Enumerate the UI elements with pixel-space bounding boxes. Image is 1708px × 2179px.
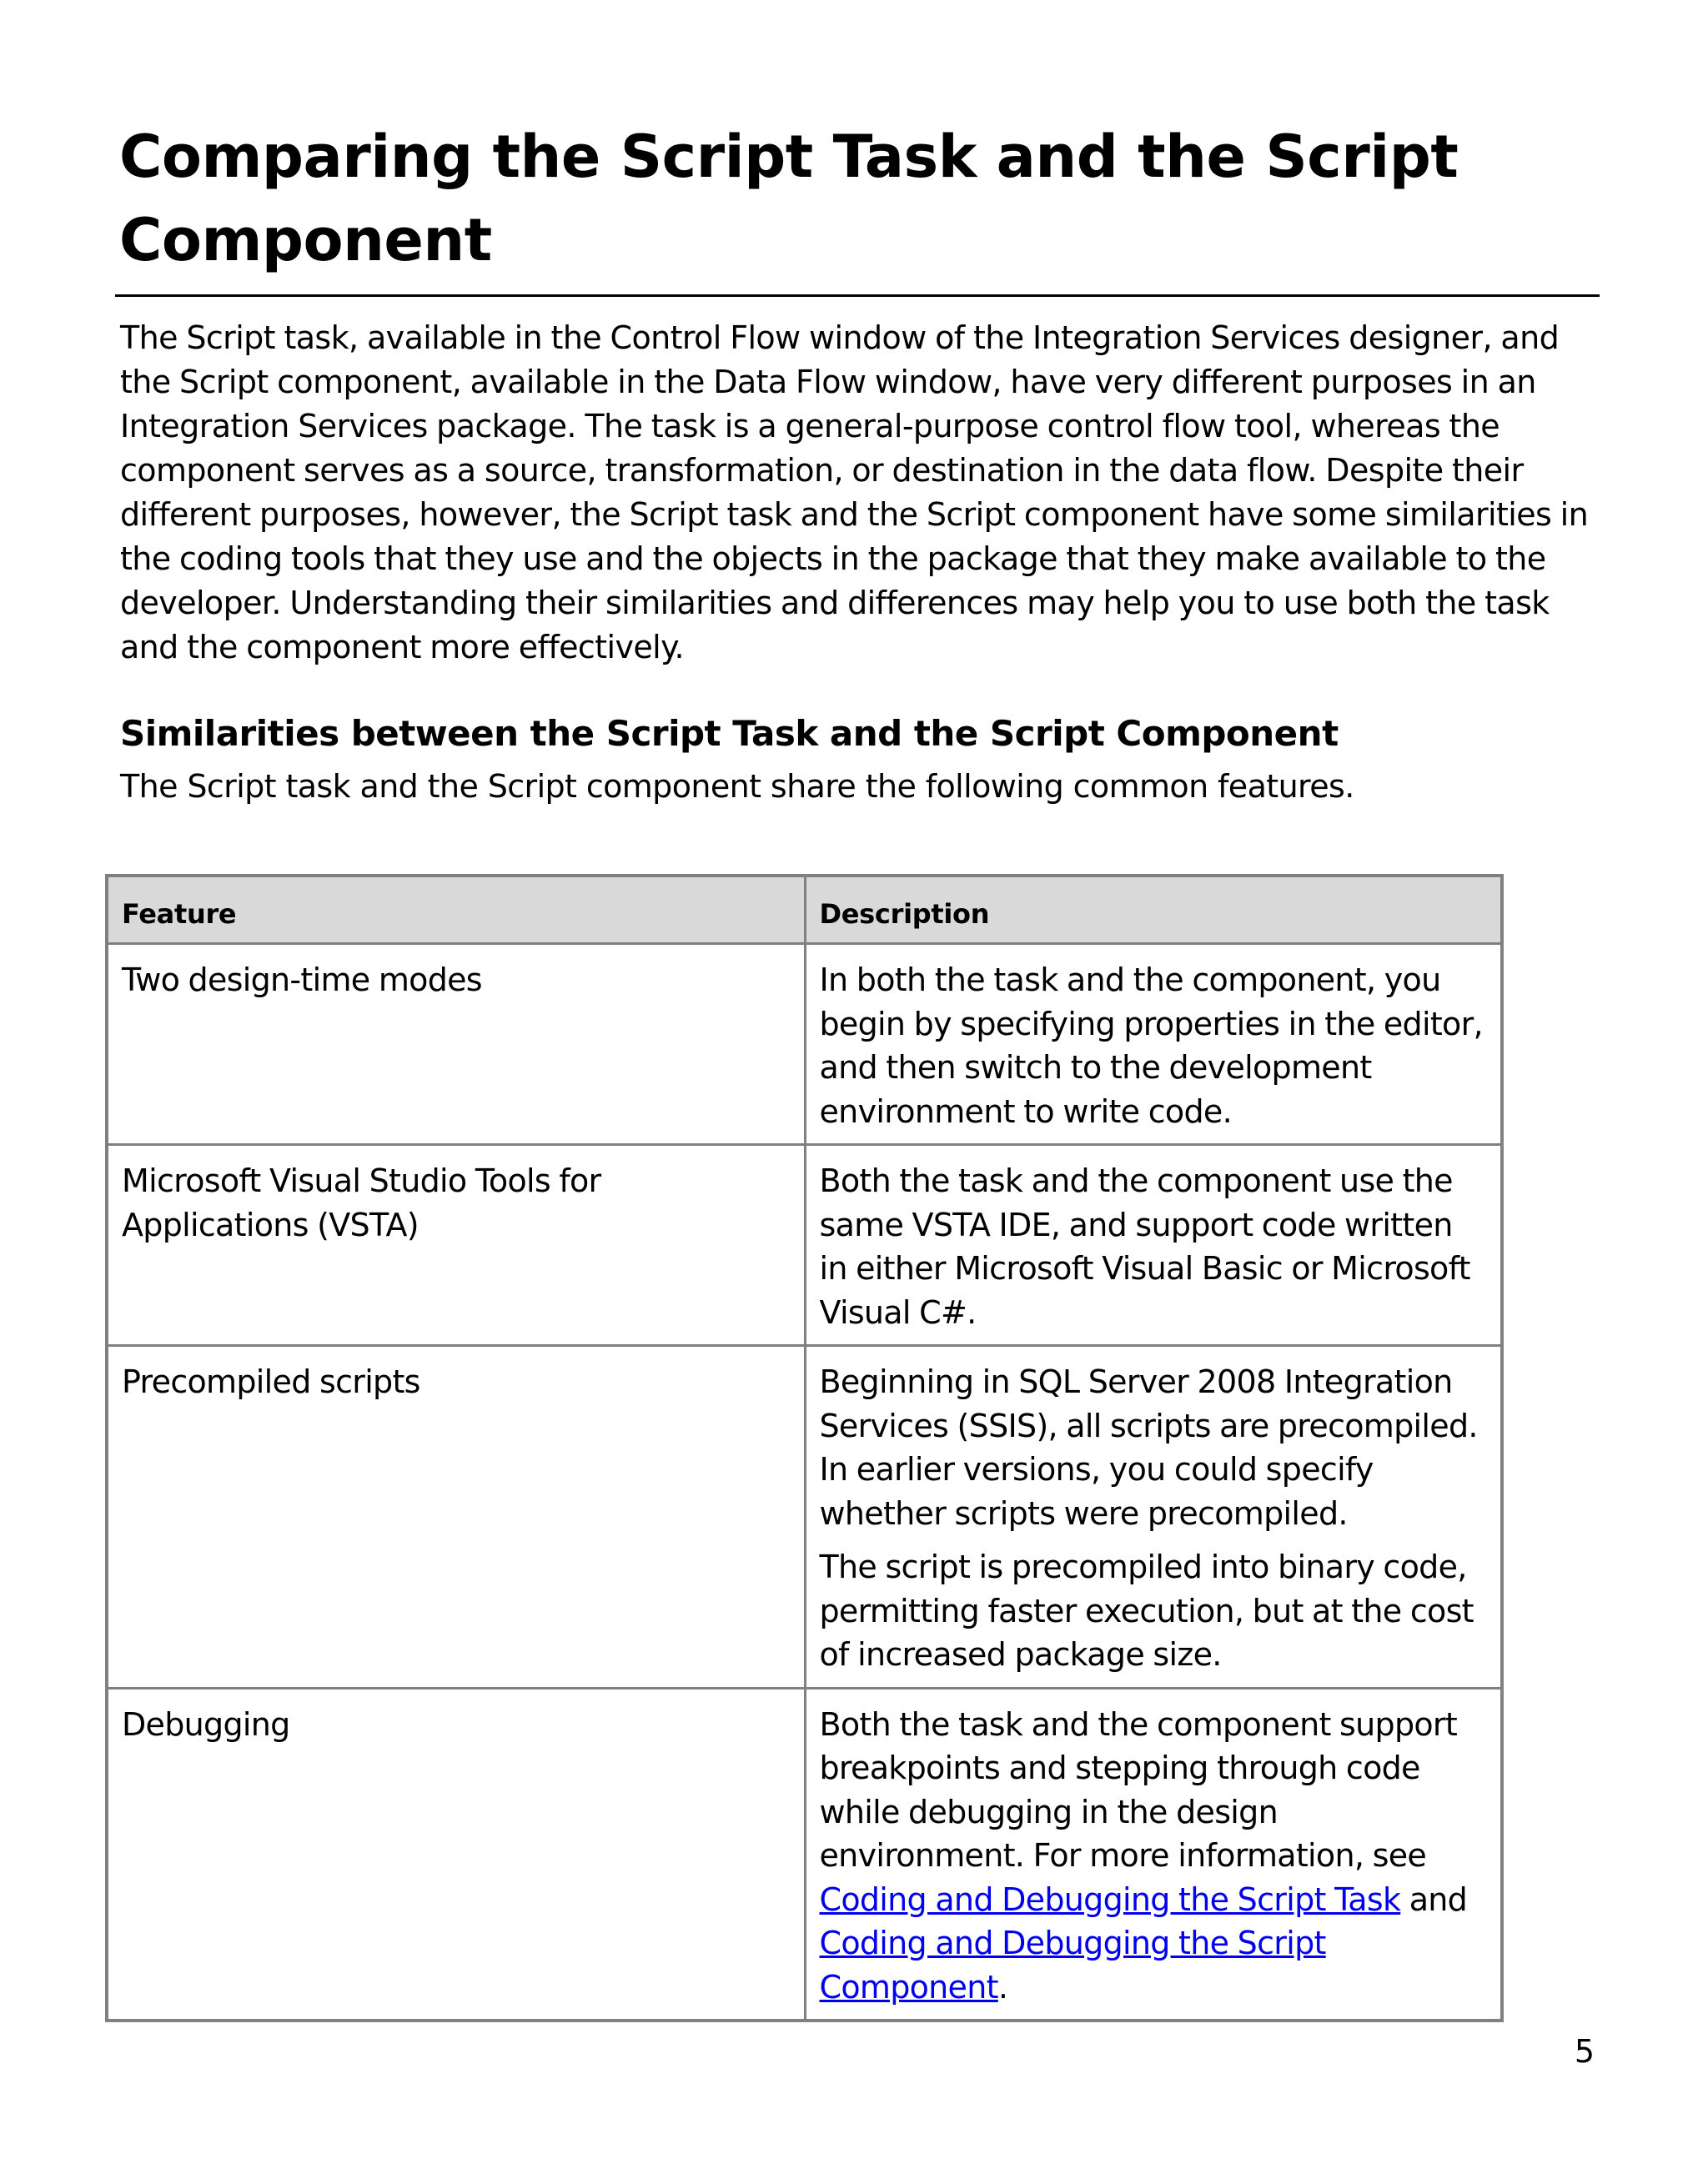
description-text: Both the task and the component use the same VSTA IDE, and support code written in either Microsoft Visual Basic or Microsoft Visual C#. — [819, 1162, 1470, 1331]
column-header-description: Description — [805, 876, 1502, 944]
section-lead-paragraph: The Script task and the Script component share the following common features. — [120, 768, 1354, 805]
title-divider — [115, 294, 1600, 297]
table-row — [107, 1346, 1502, 1689]
description-cell — [805, 1145, 1502, 1346]
description-text — [820, 1703, 1489, 2010]
link-connector: and — [1409, 1880, 1468, 1918]
page-title: Comparing the Script Task and the Script Component — [119, 123, 1459, 274]
description-cell — [805, 944, 1502, 1145]
link-coding-debugging-script-component[interactable]: Coding and Debugging the Script Component — [819, 1925, 1326, 2006]
description-text: In both the task and the component, you begin by specifying properties in the editor, and then switch to the development environment to write code. — [819, 961, 1483, 1130]
feature-cell: Two design-time modes — [107, 944, 805, 1145]
description-cell — [805, 1346, 1502, 1689]
sentence-end: . — [997, 1968, 1008, 2006]
page-number: 5 — [1574, 2033, 1595, 2070]
table-row — [107, 1145, 1502, 1346]
description-prefix: Both the task and the component support breakpoints and stepping through code while debugging in the design environment. For more information, see — [819, 1705, 1458, 1874]
intro-paragraph: The Script task, available in the Control Flow window of the Integration Services designer, and the Script component, available in the Data Flow window, have very different purposes in an Integration Services package. The task is a general-purpose control flow tool, whereas the component serves as a source, transformation, or destination in the data flow. Despite their different purposes, however, the Script task and the Script component have some similarities in the coding tools that they use and the objects in the package that they make available to the developer. Understanding their similarities and differences may help you to use both the task and the component more effectively. — [120, 319, 1589, 665]
feature-cell: Precompiled scripts — [107, 1346, 805, 1689]
features-table — [105, 874, 1504, 2022]
description-text: Beginning in SQL Server 2008 Integration Services (SSIS), all scripts are precompiled. In earlier versions, you could specify whether scripts were precompiled. — [819, 1363, 1478, 1532]
link-coding-debugging-script-task[interactable]: Coding and Debugging the Script Task — [819, 1880, 1401, 1918]
table-row — [107, 1688, 1502, 2021]
description-text-extra: The script is precompiled into binary code, permitting faster execution, but at the cost of increased package size. — [819, 1549, 1474, 1673]
table-header-row — [107, 876, 1502, 944]
column-header-feature: Feature — [107, 876, 805, 944]
feature-cell: Microsoft Visual Studio Tools for Applications (VSTA) — [107, 1145, 805, 1346]
section-heading: Similarities between the Script Task and the Script Component — [120, 713, 1339, 754]
feature-cell: Debugging — [107, 1688, 805, 2021]
table-row — [107, 944, 1502, 1145]
description-cell — [805, 1688, 1502, 2021]
